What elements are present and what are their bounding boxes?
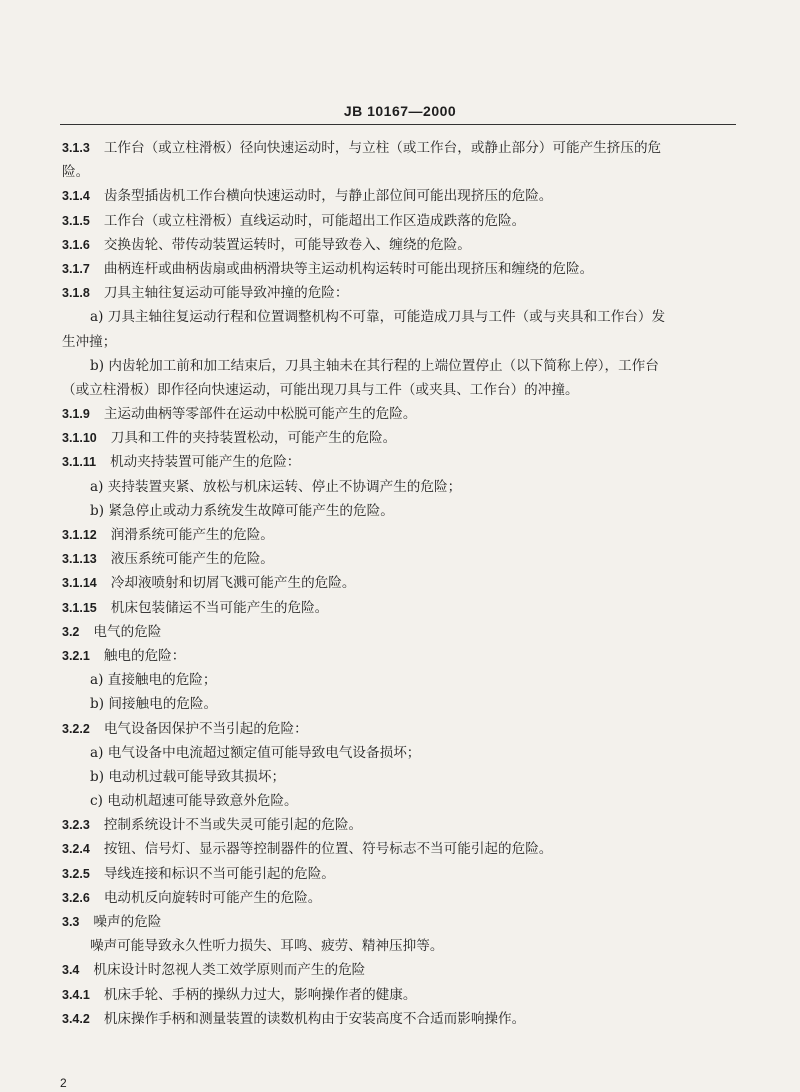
clause-text: 主运动曲柄等零部件在运动中松脱可能产生的危险。 xyxy=(103,406,417,423)
clause-subitem xyxy=(62,354,734,402)
clause-text: 润滑系统可能产生的危险。 xyxy=(110,527,274,543)
clause-number: 3.1.5 xyxy=(62,213,90,228)
clause-number: 3.1.4 xyxy=(62,189,90,204)
clause-text: 机床手轮、手柄的操纵力过大，影响操作者的健康。 xyxy=(103,986,417,1003)
clause-3-1-6 xyxy=(62,233,734,257)
clause-text: a) 刀具主轴往复运动行程和位置调整机构不可靠，可能造成刀具与工件（或与夹具和工作台）发 xyxy=(90,309,666,326)
document-header: JB 10167—2000 xyxy=(343,103,457,119)
clause-text: b) 紧急停止或动力系统发生故障可能产生的危险。 xyxy=(90,502,394,519)
clause-3-1-8 xyxy=(62,281,734,305)
clause-text: 机床设计时忽视人类工效学原则而产生的危险 xyxy=(93,962,366,979)
clause-number: 3.1.11 xyxy=(62,455,97,470)
clause-number: 3.2.2 xyxy=(62,721,90,736)
clause-3-2-4 xyxy=(62,837,734,861)
clause-text: 按钮、信号灯、显示器等控制器件的位置、符号标志不当可能引起的危险。 xyxy=(103,841,553,858)
clause-text: 导线连接和标识不当可能引起的危险。 xyxy=(103,865,335,882)
clause-number: 3.1.7 xyxy=(62,261,90,276)
clause-list xyxy=(62,136,734,1031)
clause-number: 3.2.5 xyxy=(62,866,90,881)
clause-text-continued: （或立柱滑板）即作径向快速运动，可能出现刀具与工件（或夹具、工作台）的冲撞。 xyxy=(62,381,579,398)
clause-number: 3.4 xyxy=(62,963,80,978)
clause-text: 液压系统可能产生的危险。 xyxy=(110,551,274,568)
clause-3-4 xyxy=(62,958,734,982)
clause-subitem xyxy=(62,692,734,716)
clause-text-continued: 险。 xyxy=(62,164,90,181)
clause-text: 电气的危险 xyxy=(93,623,162,640)
clause-text: 电气设备因保护不当引起的危险： xyxy=(103,720,308,737)
clause-text: 机动夹持装置可能产生的危险： xyxy=(110,454,301,471)
clause-3-1-12 xyxy=(62,523,734,547)
clause-number: 3.2.6 xyxy=(62,890,90,905)
clause-text: 冷却液喷射和切屑飞溅可能产生的危险。 xyxy=(110,575,356,592)
clause-3-2-5 xyxy=(62,862,734,886)
clause-subitem xyxy=(62,475,734,499)
clause-3-1-3 xyxy=(62,136,734,184)
clause-text: b) 内齿轮加工前和加工结束后，刀具主轴未在其行程的上端位置停止（以下简称上停），工作台 xyxy=(90,357,659,374)
page-number: 2 xyxy=(60,1076,67,1090)
clause-number: 3.3 xyxy=(62,915,80,929)
clause-text: 刀具和工件的夹持装置松动，可能产生的危险。 xyxy=(110,430,397,447)
clause-3-1-7 xyxy=(62,257,734,281)
clause-subitem xyxy=(62,741,734,765)
clause-text: 机床操作手柄和测量装置的读数机构由于安装高度不合适而影响操作。 xyxy=(103,1010,526,1027)
clause-3-1-9 xyxy=(62,402,734,426)
clause-number: 3.2.4 xyxy=(62,842,90,857)
clause-text: a) 电气设备中电流超过额定值可能导致电气设备损坏； xyxy=(90,744,421,761)
clause-3-3 xyxy=(62,910,734,934)
clause-text: 交换齿轮、带传动装置运转时，可能导致卷入、缠绕的危险。 xyxy=(103,236,471,253)
clause-subitem xyxy=(62,765,734,789)
clause-3-1-10 xyxy=(62,426,734,450)
clause-3-1-15 xyxy=(62,596,734,620)
clause-text: 工作台（或立柱滑板）径向快速运动时，与立柱（或工作台，或静止部分）可能产生挤压的危 xyxy=(103,140,662,156)
clause-number: 3.1.12 xyxy=(62,528,97,542)
clause-subitem xyxy=(62,668,734,692)
clause-text: 曲柄连杆或曲柄齿扇或曲柄滑块等主运动机构运转时可能出现挤压和缠绕的危险。 xyxy=(103,260,594,277)
clause-number: 3.1.14 xyxy=(62,576,97,591)
clause-text: 触电的危险： xyxy=(103,647,186,664)
clause-3-2-3 xyxy=(62,813,734,837)
clause-number: 3.2.3 xyxy=(62,818,90,833)
clause-3-1-13 xyxy=(62,547,734,571)
clause-text: b) 电动机过载可能导致其损坏； xyxy=(90,768,286,785)
clause-text: 电动机反向旋转时可能产生的危险。 xyxy=(103,889,322,906)
clause-number: 3.1.8 xyxy=(62,286,90,301)
clause-3-4-1 xyxy=(62,983,734,1007)
clause-subitem xyxy=(62,934,734,958)
clause-number: 3.2.1 xyxy=(62,648,90,663)
clause-text: 刀具主轴往复运动可能导致冲撞的危险： xyxy=(103,285,349,302)
clause-3-2-1 xyxy=(62,644,734,668)
header-rule xyxy=(60,124,736,125)
clause-3-1-11 xyxy=(62,450,734,474)
clause-text: b) 间接触电的危险。 xyxy=(90,696,218,713)
clause-3-1-5 xyxy=(62,209,734,233)
clause-text: a) 直接触电的危险； xyxy=(90,672,217,689)
clause-3-2-2 xyxy=(62,717,734,741)
clause-number: 3.1.10 xyxy=(62,431,97,446)
clause-text: 工作台（或立柱滑板）直线运动时，可能超出工作区造成跌落的危险。 xyxy=(103,212,526,229)
clause-3-1-14 xyxy=(62,571,734,595)
clause-number: 3.4.2 xyxy=(62,1011,90,1026)
clause-text: c) 电动机超速可能导致意外危险。 xyxy=(90,793,298,810)
clause-subitem xyxy=(62,499,734,523)
clause-3-2 xyxy=(62,620,734,644)
clause-text: a) 夹持装置夹紧、放松与机床运转、停止不协调产生的危险； xyxy=(90,478,462,495)
clause-number: 3.1.6 xyxy=(62,237,90,252)
clause-text: 噪声的危险 xyxy=(93,914,162,930)
clause-subitem xyxy=(62,305,734,353)
clause-number: 3.2 xyxy=(62,624,80,639)
clause-text: 齿条型插齿机工作台横向快速运动时，与静止部位间可能出现挤压的危险。 xyxy=(103,188,553,205)
clause-3-4-2 xyxy=(62,1007,734,1031)
clause-3-1-4 xyxy=(62,184,734,208)
clause-text: 噪声可能导致永久性听力损失、耳鸣、疲劳、精神压抑等。 xyxy=(90,938,444,955)
clause-3-2-6 xyxy=(62,886,734,910)
clause-number: 3.1.9 xyxy=(62,407,90,422)
clause-text: 控制系统设计不当或失灵可能引起的危险。 xyxy=(103,817,363,834)
clause-subitem xyxy=(62,789,734,813)
clause-number: 3.1.15 xyxy=(62,600,97,615)
clause-number: 3.1.3 xyxy=(62,141,90,155)
clause-number: 3.4.1 xyxy=(62,987,90,1002)
clause-number: 3.1.13 xyxy=(62,552,97,567)
clause-text: 机床包装储运不当可能产生的危险。 xyxy=(110,599,329,616)
clause-text-continued: 生冲撞； xyxy=(62,333,117,350)
